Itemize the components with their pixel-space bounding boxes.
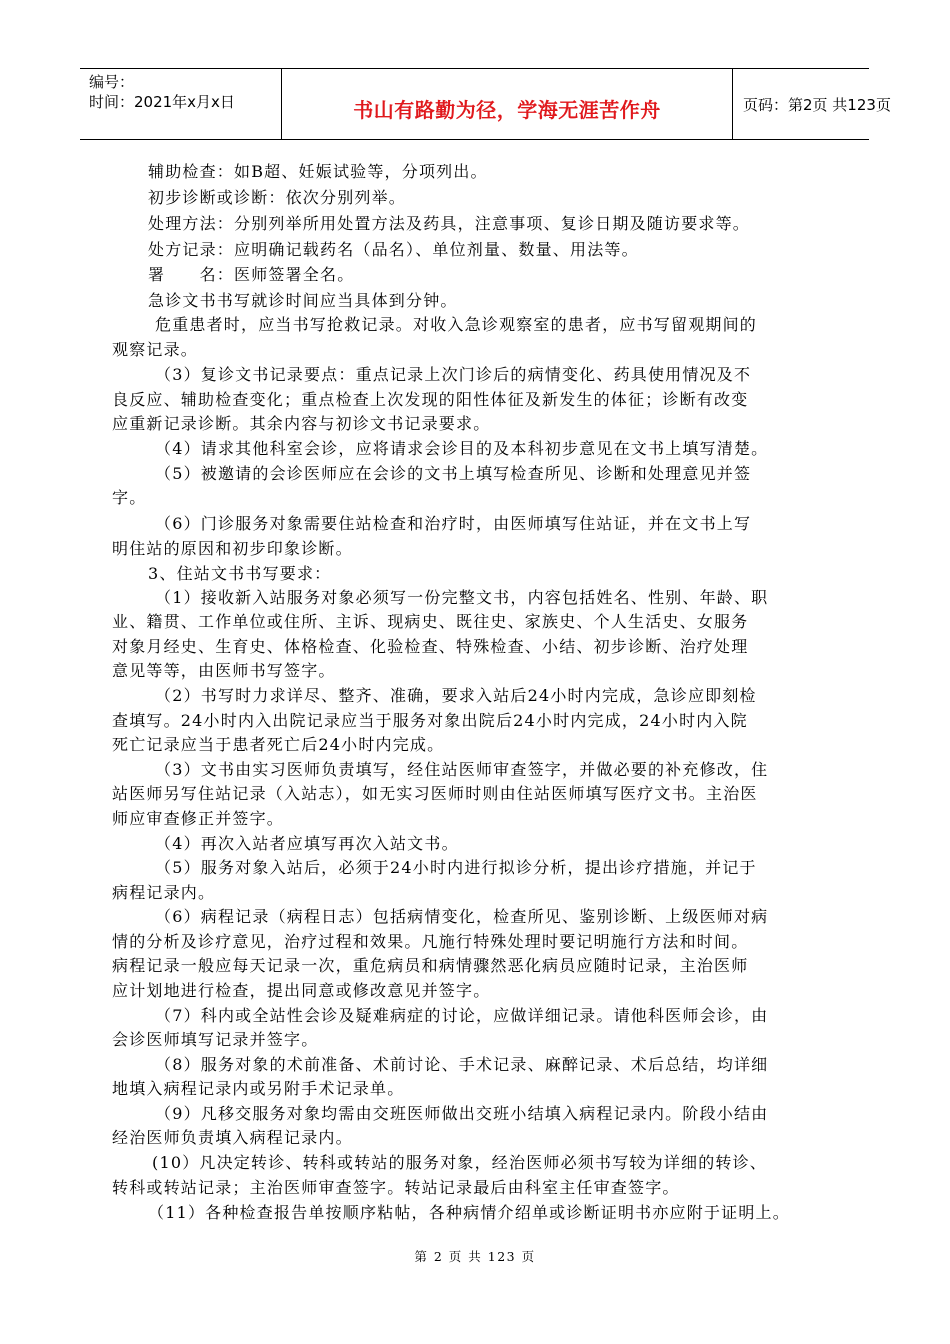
body-line: （5）被邀请的会诊医师应在会诊的文书上填写检查所见、诊断和处理意见并签 [155,464,752,483]
body-line: 应计划地进行检查，提出同意或修改意见并签字。 [112,981,491,1000]
body-line: （4）请求其他科室会诊，应将请求会诊目的及本科初步意见在文书上填写清楚。 [155,439,769,458]
body-line: 危重患者时，应当书写抢救记录。对收入急诊观察室的患者，应书写留观期间的 [155,315,758,334]
body-line: 师应审查修正并签字。 [112,809,285,828]
body-line: 会诊医师填写记录并签字。 [112,1030,319,1049]
motto: 书山有路勤为径，学海无涯苦作舟 [353,98,661,122]
body-line: 观察记录。 [112,340,199,359]
body-line: （6）门诊服务对象需要住站检查和治疗时，由医师填写住站证，并在文书上写 [155,514,752,533]
date-label: 时间：2021年x月x日 [89,93,235,111]
body-line: 病程记录一般应每天记录一次，重危病员和病情骤然恶化病员应随时记录，主治医师 [112,956,749,975]
body-line: 初步诊断或诊断：依次分别列举。 [148,188,407,207]
body-line: 良反应、辅助检查变化；重点检查上次发现的阳性体征及新发生的体征；诊断有改变 [112,390,749,409]
page-code: 页码：第2页 共123页 [743,96,891,114]
body-line: 情的分析及诊疗意见，治疗过程和效果。凡施行特殊处理时要记明施行方法和时间。 [112,932,749,951]
body-line: 意见等等，由医师书写签字。 [112,661,336,680]
body-line: 辅助检查：如B超、妊娠试验等，分项列出。 [148,162,488,181]
body-line: 处理方法：分别列举所用处置方法及药具，注意事项、复诊日期及随访要求等。 [148,214,751,233]
body-line: （11）各种检查报告单按顺序粘帖，各种病情介绍单或诊断证明书亦应附于证明上。 [148,1203,790,1222]
body-line: 处方记录：应明确记载药名（品名）、单位剂量、数量、用法等。 [148,240,639,259]
body-line: （2）书写时力求详尽、整齐、准确，要求入站后24小时内完成，急诊应即刻检 [155,686,757,705]
body-line: （3）文书由实习医师负责填写，经住站医师审查签字，并做必要的补充修改，住 [155,760,769,779]
body-line: （7）科内或全站性会诊及疑难病症的讨论，应做详细记录。请他科医师会诊，由 [155,1006,769,1025]
body-line: 地填入病程记录内或另附手术记录单。 [112,1079,405,1098]
body-line: 明住站的原因和初步印象诊断。 [112,539,353,558]
serial-label: 编号： [89,73,135,91]
body-line: （6）病程记录（病程日志）包括病情变化，检查所见、鉴别诊断、上级医师对病 [155,907,769,926]
body-line: 死亡记录应当于患者死亡后24小时内完成。 [112,735,445,754]
body-line: 病程记录内。 [112,883,216,902]
body-line: （3）复诊文书记录要点：重点记录上次门诊后的病情变化、药具使用情况及不 [155,365,752,384]
body-line: 字。 [112,488,147,507]
body-line: 3、住站文书书写要求： [148,564,332,583]
body-line: 应重新记录诊断。其余内容与初诊文书记录要求。 [112,414,491,433]
body-line: 转科或转站记录；主治医师审查签字。转站记录最后由科室主任审查签字。 [112,1178,680,1197]
body-line: （8）服务对象的术前准备、术前讨论、手术记录、麻醉记录、术后总结，均详细 [155,1055,769,1074]
body-line: （4）再次入站者应填写再次入站文书。 [155,834,459,853]
body-line: 业、籍贯、工作单位或住所、主诉、现病史、既往史、家族史、个人生活史、女服务 [112,612,749,631]
body-line: 急诊文书书写就诊时间应当具体到分钟。 [148,291,458,310]
body-line: 查填写。24小时内入出院记录应当于服务对象出院后24小时内完成，24小时内入院 [112,711,748,730]
body-line: 站医师另写住站记录（入站志），如无实习医师时则由住站医师填写医疗文书。主治医 [112,784,758,803]
body-line: （1）接收新入站服务对象必须写一份完整文书，内容包括姓名、性别、年龄、职 [155,588,769,607]
body-line: （5）服务对象入站后，必须于24小时内进行拟诊分析，提出诊疗措施，并记于 [155,858,757,877]
body-line: 经治医师负责填入病程记录内。 [112,1128,353,1147]
body-line: (10）凡决定转诊、转科或转站的服务对象，经治医师必须书写较为详细的转诊、 [152,1153,768,1172]
body-line: 对象月经史、生育史、体格检查、化验检查、特殊检查、小结、初步诊断、治疗处理 [112,637,749,656]
body-line: （9）凡移交服务对象均需由交班医师做出交班小结填入病程记录内。阶段小结由 [155,1104,769,1123]
body-line: 署 名：医师签署全名。 [148,265,355,284]
page-footer: 第 2 页 共 123 页 [414,1249,536,1264]
